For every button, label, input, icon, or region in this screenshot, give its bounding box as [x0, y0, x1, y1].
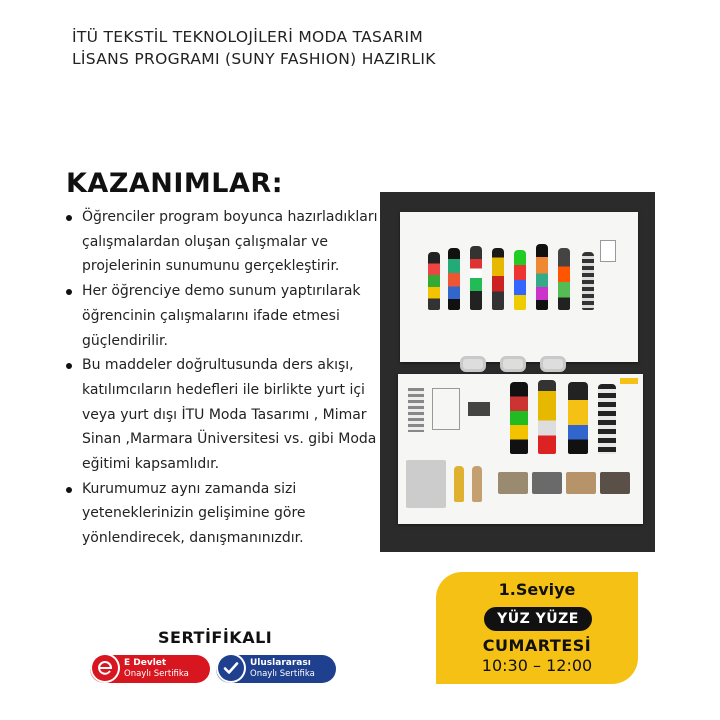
edevlet-line-1: E Devlet [124, 658, 167, 668]
portfolio-upper-page [400, 212, 638, 362]
e-devlet-logo-icon [90, 653, 120, 683]
binder-ring [500, 356, 526, 372]
portfolio-lower-page [398, 374, 643, 524]
international-line-2: Onaylı Sertifika [250, 669, 315, 679]
list-item: Öğrenciler program boyunca hazırladıkları çalışmalardan oluşan çalışmalar ve projelerinin sunumunu gerçekleştirir. [64, 205, 384, 279]
schedule-badge [436, 572, 638, 684]
binder-ring [540, 356, 566, 372]
day-label: CUMARTESİ [482, 636, 592, 655]
check-badge-icon [216, 653, 246, 683]
edevlet-certificate-badge [90, 655, 210, 683]
list-item: Bu maddeler doğrultusunda ders akışı, katılımcıların hedefleri ile birlikte yurt içi veya yurt dışı İTU Moda Tasarımı , Mimar Sinan ,Marmara Üniversitesi vs. gibi Moda eğitimi kapsamlıdır. [64, 353, 384, 477]
section-title: KAZANIMLAR: [66, 168, 283, 199]
international-line-1: Uluslararası [250, 658, 311, 668]
header-line-2: LİSANS PROGRAMI (SUNY FASHION) HAZIRLIK [72, 50, 436, 68]
time-label: 10:30 – 12:00 [481, 656, 593, 675]
certificates-title: SERTİFİKALI [158, 628, 273, 647]
binder-ring [460, 356, 486, 372]
edevlet-line-2: Onaylı Sertifika [124, 669, 189, 679]
program-header [72, 26, 592, 70]
level-label: 1.Seviye [498, 580, 576, 599]
international-certificate-badge [216, 655, 336, 683]
list-item: Her öğrenciye demo sunum yaptırılarak öğrencinin çalışmalarını ifade etmesi güçlendirilir. [64, 279, 384, 353]
outcomes-list [64, 205, 384, 551]
header-line-1: İTÜ TEKSTİL TEKNOLOJİLERİ MODA TASARIM [72, 28, 423, 46]
portfolio-photo [380, 192, 655, 552]
list-item: Kurumumuz aynı zamanda sizi yeteneklerinizin gelişimine göre yönlendirecek, danışmanınızdır. [64, 477, 384, 551]
mode-pill: YÜZ YÜZE [484, 607, 592, 631]
